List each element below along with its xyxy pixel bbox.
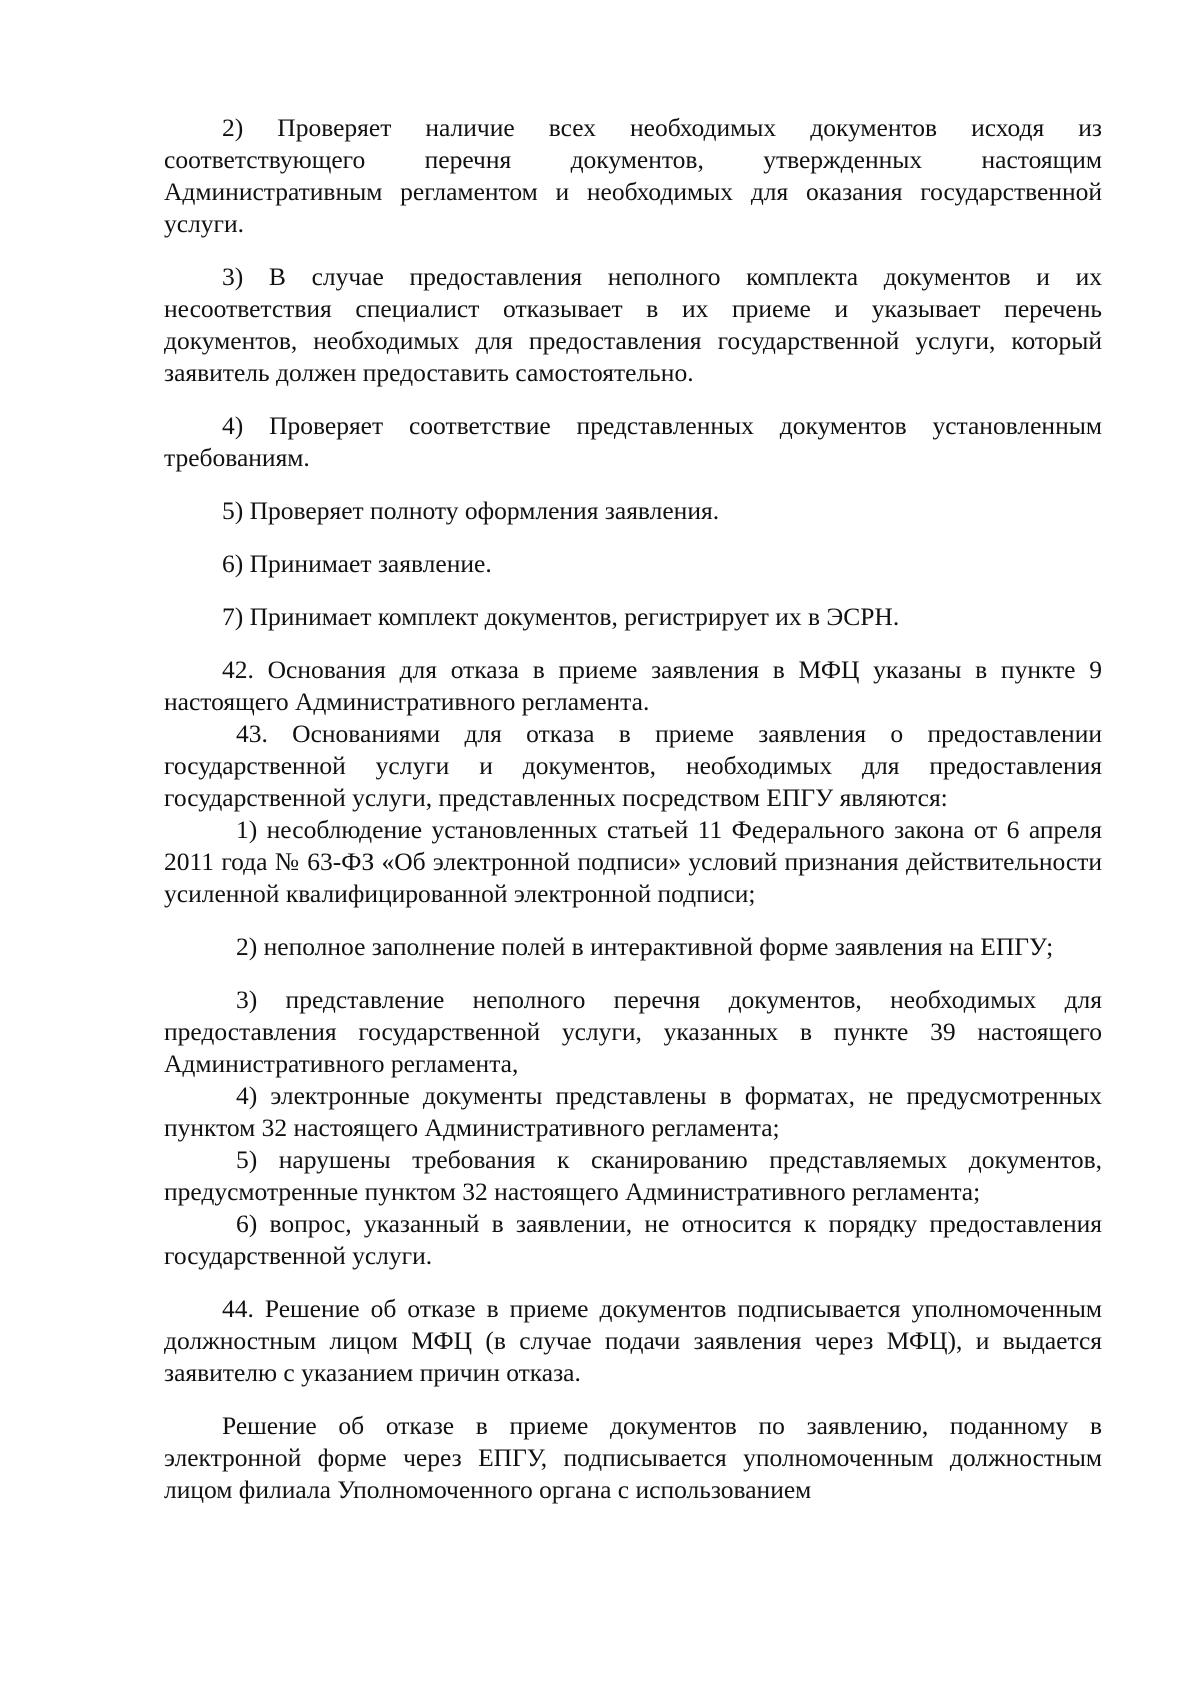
paragraph-item-4: 4) Проверяет соответствие представленных документов установленным требованиям. xyxy=(164,411,1102,472)
paragraph-item-5: 5) Проверяет полноту оформления заявления. xyxy=(222,496,720,525)
paragraph-43-item-1: 1) несоблюдение установленных статьей 11 Федерального закона от 6 апреля 2011 года № 63-ФЗ «Об электронной подписи» условий признания действительности усиленной квалифицированной электронной подписи; xyxy=(164,815,1102,908)
paragraph-item-2: 2) Проверяет наличие всех необходимых документов исходя из соответствующего перечня документов, утвержденных настоящим Административным регламентом и необходимых для оказания государственной услуги. xyxy=(164,113,1102,238)
paragraph-43-item-3: 3) представление неполного перечня документов, необходимых для предоставления государственной услуги, указанных в пункте 39 настоящего Административного регламента, xyxy=(164,985,1102,1078)
paragraph-42: 42. Основания для отказа в приеме заявления в МФЦ указаны в пункте 9 настоящего Административного регламента. xyxy=(164,655,1102,716)
paragraph-epgu-decision: Решение об отказе в приеме документов по заявлению, поданному в электронной форме через ЕПГУ, подписывается уполномоченным должностным лицом филиала Уполномоченного органа с использованием xyxy=(164,1411,1102,1504)
paragraph-43-item-2: 2) неполное заполнение полей в интерактивной форме заявления на ЕПГУ; xyxy=(236,932,1054,961)
paragraph-43-item-5: 5) нарушены требования к сканированию представляемых документов, предусмотренные пунктом 32 настоящего Административного регламента; xyxy=(164,1145,1102,1206)
document-body xyxy=(164,112,1102,1506)
paragraph-item-7: 7) Принимает комплект документов, регистрирует их в ЭСРН. xyxy=(222,602,900,631)
paragraph-item-6: 6) Принимает заявление. xyxy=(222,549,492,578)
paragraph-item-3: 3) В случае предоставления неполного комплекта документов и их несоответствия специалист отказывает в их приеме и указывает перечень документов, необходимых для предоставления государственной услуги, который заявитель должен предоставить самостоятельно. xyxy=(164,262,1102,387)
paragraph-43-item-6: 6) вопрос, указанный в заявлении, не относится к порядку предоставления государственной услуги. xyxy=(164,1209,1102,1270)
paragraph-43-item-4: 4) электронные документы представлены в форматах, не предусмотренных пунктом 32 настоящего Административного регламента; xyxy=(164,1081,1102,1142)
paragraph-44: 44. Решение об отказе в приеме документов подписывается уполномоченным должностным лицом МФЦ (в случае подачи заявления через МФЦ), и выдается заявителю с указанием причин отказа. xyxy=(164,1294,1102,1387)
paragraph-43: 43. Основаниями для отказа в приеме заявления о предоставлении государственной услуги и документов, необходимых для предоставления государственной услуги, представленных посредством ЕПГУ являются: xyxy=(164,719,1102,812)
